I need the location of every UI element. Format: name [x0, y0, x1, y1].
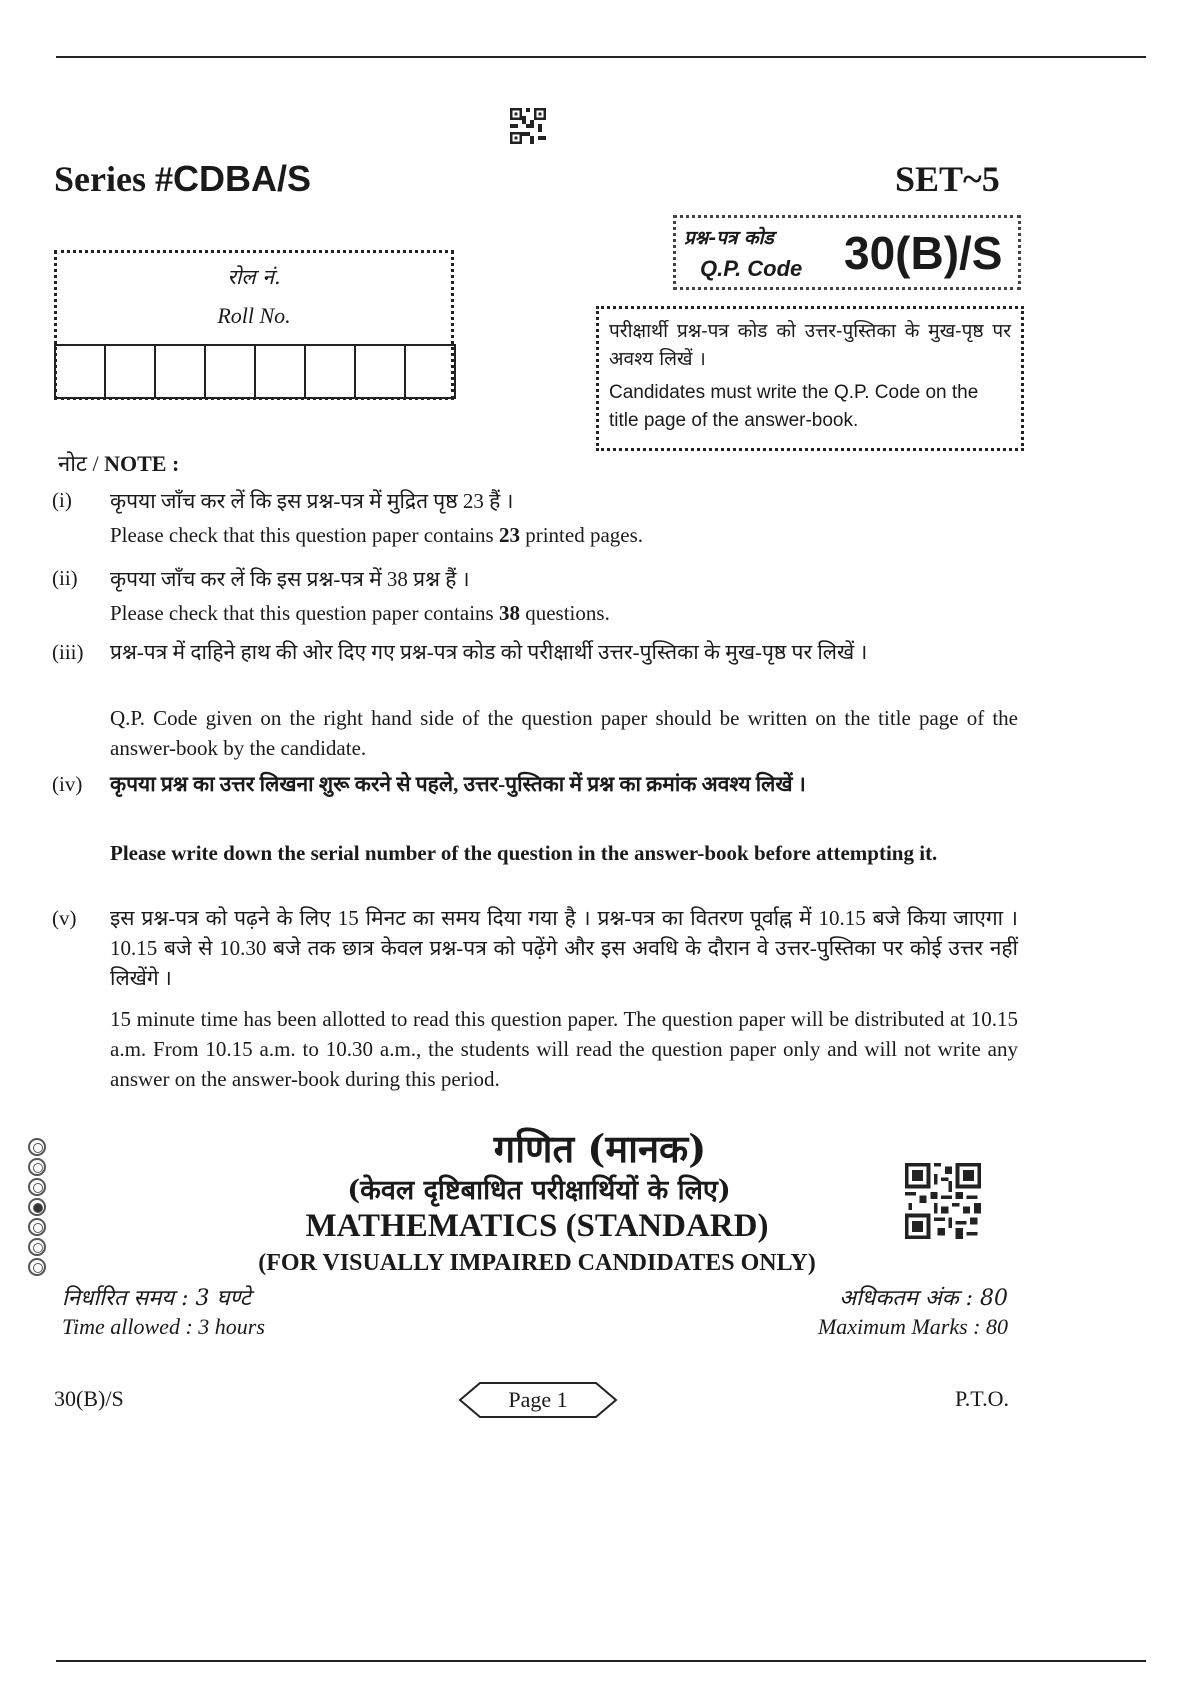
note-item-english: Please write down the serial number of the question in the answer-book before attempting it.	[110, 841, 938, 865]
candidate-notice-hindi: परीक्षार्थी प्रश्न-पत्र कोड को उत्तर-पुस्तिका के मुख-पृष्ठ पर अवश्य लिखें ।	[609, 320, 1011, 370]
note-item-number: (iii)	[52, 640, 84, 664]
maximum-marks-english: Maximum Marks : 80	[817, 1314, 1008, 1339]
note-item-number: (v)	[52, 906, 77, 930]
please-turn-over: P.T.O.	[955, 1386, 1009, 1411]
footer-qp-code: 30(B)/S	[54, 1386, 124, 1411]
qr-code-small-icon	[510, 108, 546, 144]
note-item-english: Please check that this question paper contains 23 printed pages.	[110, 523, 644, 547]
note-item-english: Please check that this question paper contains 38 questions.	[110, 601, 610, 625]
subject-title-hindi: गणित (मानक)	[493, 1126, 707, 1171]
time-allowed-english: Time allowed : 3 hours	[62, 1314, 265, 1339]
subject-subtitle-english: (FOR VISUALLY IMPAIRED CANDIDATES ONLY)	[258, 1250, 816, 1276]
roll-cell[interactable]	[156, 346, 206, 397]
series-label: Series #CDBA/S	[54, 158, 311, 199]
roll-cell[interactable]	[406, 346, 454, 397]
note-item-hindi: इस प्रश्न-पत्र को पढ़ने के लिए 15 मिनट का समय दिया गया है । प्रश्न-पत्र का वितरण पूर्वाह्न में 10.15 बजे किया जाएगा । 10.15 बजे से 10.30 बजे तक छात्र केवल प्रश्न-पत्र को पढ़ेंगे और इस अवधि के दौरान वे उत्तर-पुस्तिका पर कोई उत्तर नहीं लिखेंगे ।	[110, 906, 1018, 990]
series-code: CDBA/S	[172, 158, 311, 199]
roll-cell[interactable]	[106, 346, 156, 397]
subject-subtitle-hindi: (केवल दृष्टिबाधित परीक्षार्थियों के लिए)	[347, 1175, 731, 1206]
note-item-number: (iv)	[52, 772, 83, 796]
subject-title-english: MATHEMATICS (STANDARD)	[305, 1208, 769, 1244]
candidate-notice-box	[596, 306, 1024, 451]
qp-label-english: Q.P. Code	[700, 256, 803, 281]
note-item-english: Q.P. Code given on the right hand side of the question paper should be written on the title page of the answer-book by the candidate.	[110, 706, 1018, 760]
note-item-number: (i)	[52, 488, 72, 512]
roll-cell[interactable]	[306, 346, 356, 397]
roll-cell[interactable]	[56, 346, 106, 397]
set-label: SET~5	[895, 159, 1000, 199]
roll-cell[interactable]	[256, 346, 306, 397]
qr-code-icon	[904, 1163, 982, 1239]
page-number-badge	[458, 1380, 618, 1420]
note-item-hindi: कृपया जाँच कर लें कि इस प्रश्न-पत्र में मुद्रित पृष्ठ 23 हैं ।	[110, 489, 514, 513]
bottom-rule	[56, 1660, 1146, 1662]
note-item-hindi: कृपया जाँच कर लें कि इस प्रश्न-पत्र में 38 प्रश्न हैं ।	[110, 567, 470, 591]
candidate-notice-english: Candidates must write the Q.P. Code on the title page of the answer-book.	[609, 382, 979, 431]
roll-label-hindi: रोल नं.	[227, 265, 281, 289]
qp-code-box	[673, 215, 1021, 290]
roll-label-english: Roll No.	[217, 303, 291, 328]
note-heading: नोट / NOTE :	[58, 451, 180, 476]
note-item-english: 15 minute time has been allotted to read this question paper. The question paper will be distributed at 10.15 a.m. From 10.15 a.m. to 10.30 a.m., the students will read the question paper only and will not write any answer on the answer-book during this period.	[110, 1007, 1018, 1091]
page-number-label: Page 1	[508, 1387, 568, 1412]
roll-number-box	[54, 250, 454, 400]
maximum-marks-hindi: अधिकतम अंक : 80	[839, 1286, 1008, 1311]
qp-label-hindi: प्रश्न-पत्र कोड	[684, 227, 774, 249]
note-item-hindi: कृपया प्रश्न का उत्तर लिखना शुरू करने से पहले, उत्तर-पुस्तिका में प्रश्न का क्रमांक अवश्य लिखें ।	[110, 772, 806, 796]
qp-code-value: 30(B)/S	[844, 227, 1003, 279]
roll-cell[interactable]	[356, 346, 406, 397]
roll-cell[interactable]	[206, 346, 256, 397]
time-allowed-hindi: निर्धारित समय : 3 घण्टे	[62, 1286, 251, 1311]
note-item-hindi: प्रश्न-पत्र में दाहिने हाथ की ओर दिए गए प्रश्न-पत्र कोड को परीक्षार्थी उत्तर-पुस्तिका के मुख-पृष्ठ पर लिखें ।	[110, 640, 868, 664]
note-item-number: (ii)	[52, 566, 78, 590]
roll-number-cells[interactable]	[54, 344, 456, 399]
top-rule	[56, 56, 1146, 58]
